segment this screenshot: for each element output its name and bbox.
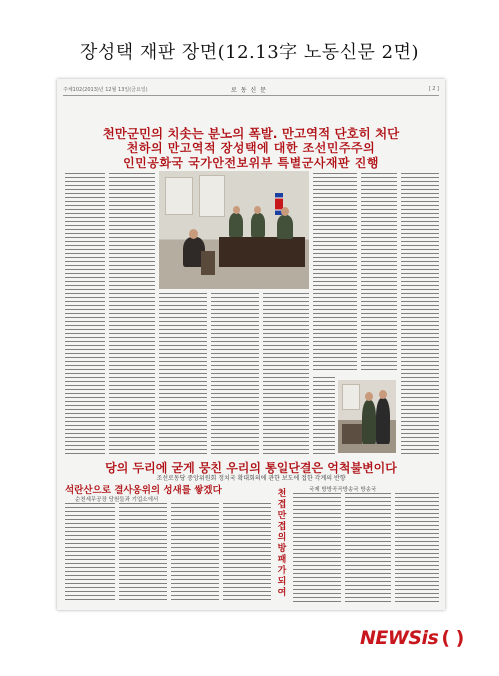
trial-photo (159, 171, 309, 289)
text-column (159, 293, 207, 455)
photo-chair (201, 251, 215, 275)
headline-main: 천만군민의 치솟는 분노의 폭발. 만고역적 단호히 처단 (102, 126, 400, 141)
photo-bench (219, 237, 305, 267)
text-column (171, 503, 219, 603)
headline-second: 천하의 만고역적 장성택에 대한 조선민주주의 (126, 141, 376, 155)
text-column (345, 493, 391, 603)
masthead-page-number: [ 2 ] (428, 86, 439, 92)
subdeck: 순천세무공장 당원들과 기업소에서 (75, 497, 159, 503)
photo-figure (277, 215, 293, 239)
text-column (361, 173, 397, 373)
photo-head (189, 229, 198, 239)
photo-bench (342, 424, 362, 444)
photo-figure (229, 213, 243, 237)
logo-brand: NEWSis (360, 627, 439, 649)
text-column (293, 493, 341, 603)
headline-sub: 석란산으로 결사옹위의 성새를 쌓겠다 (65, 485, 222, 496)
photo-head (365, 392, 373, 401)
masthead-date: 주체102(2013)년 12월 13일(금요일) (63, 87, 148, 93)
newsis-logo (360, 627, 464, 649)
text-column (109, 173, 155, 455)
photo-window (165, 177, 193, 215)
photo-head (254, 206, 261, 214)
photo-head (281, 207, 289, 216)
photo-figure (251, 213, 265, 237)
logo-paren: ( ) (441, 627, 464, 649)
photo-figure (362, 400, 376, 444)
vertical-title: 천겹만겹의 방패가 되여 (277, 489, 287, 598)
headline-third: 인민공화국 국가안전보위부 특별군사재판 진행 (123, 156, 379, 170)
deck-reactions: 조선로동당 중앙위원회 정치국 확대회의에 관한 보도에 접한 각계의 반향 (156, 475, 346, 482)
text-column (65, 173, 105, 455)
headline-unity: 당의 두리에 굳게 뭉친 우리의 통일단결은 억척불변이다 (105, 461, 397, 475)
photo-window (199, 175, 225, 217)
photo-head (379, 390, 387, 399)
text-column (65, 503, 115, 603)
text-column (263, 293, 309, 455)
subdeck-right: 국제 방방곡곡방송국 방송국 (309, 487, 377, 493)
newspaper-page (57, 79, 445, 610)
text-column (313, 377, 335, 455)
masthead (63, 83, 439, 96)
text-column (395, 493, 439, 603)
text-column (313, 173, 357, 373)
caption: 장성택 재판 장면(12.13字 노동신문 2면) (79, 42, 420, 63)
text-column (401, 173, 439, 455)
text-column (223, 503, 271, 603)
photo-head (233, 206, 240, 214)
text-column (211, 293, 259, 455)
masthead-title: 로 동 신 문 (231, 87, 267, 94)
defendant-photo (338, 380, 396, 453)
text-column (119, 503, 167, 603)
photo-window (342, 384, 360, 410)
photo-figure (376, 398, 390, 444)
